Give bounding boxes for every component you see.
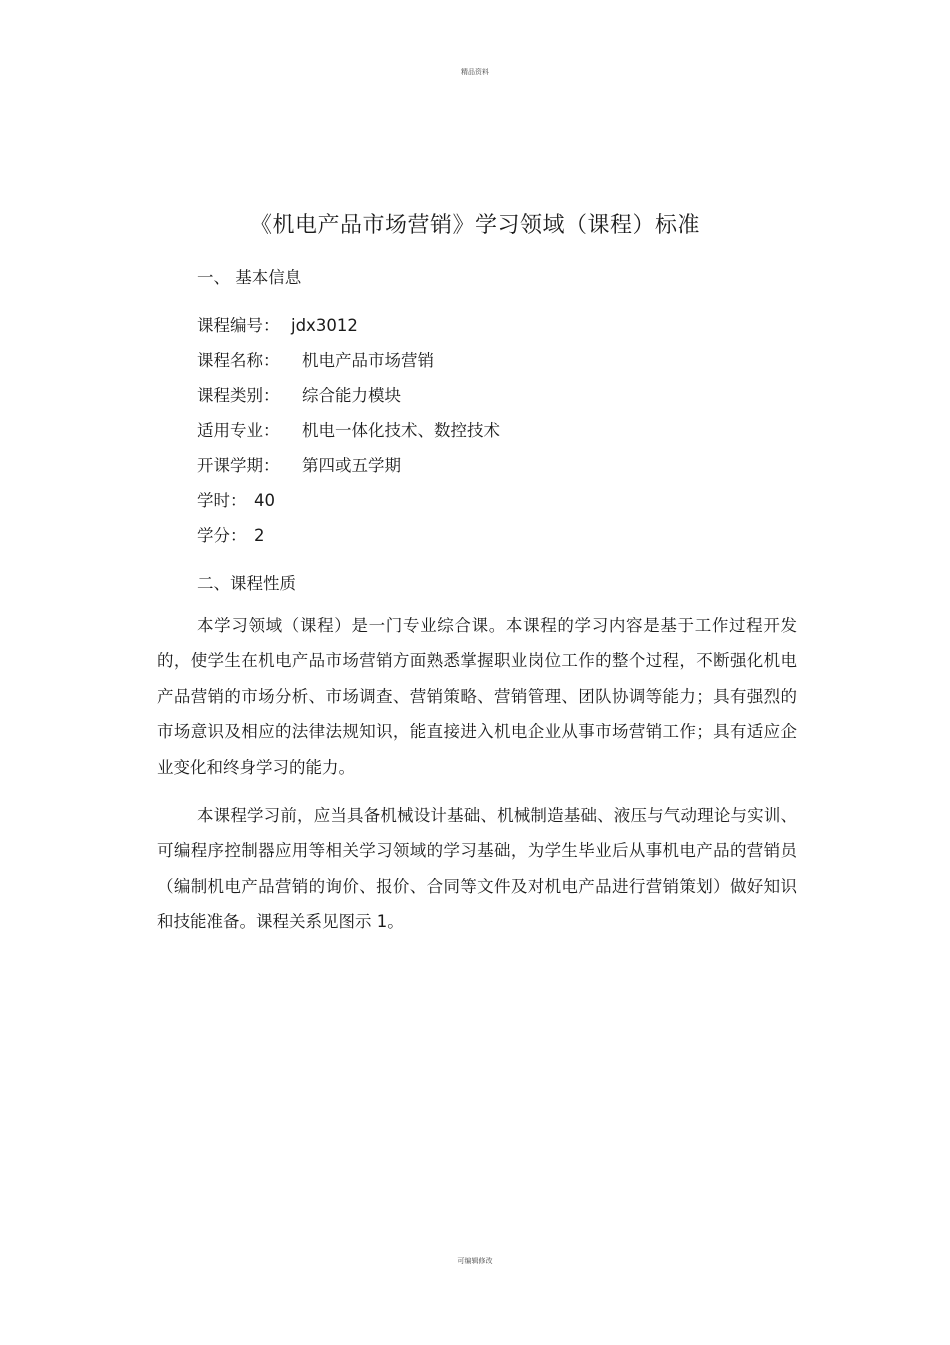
info-label: 开课学期： — [197, 456, 280, 475]
section-heading-course-nature: 二、课程性质 — [197, 574, 296, 593]
info-value: 第四或五学期 — [302, 456, 401, 475]
info-value: 机电产品市场营销 — [302, 351, 434, 370]
info-row-credits — [197, 522, 265, 546]
info-label: 适用专业： — [197, 421, 280, 440]
info-label: 学时： — [197, 491, 247, 510]
info-label: 课程类别： — [197, 386, 280, 405]
info-label: 课程名称： — [197, 351, 280, 370]
info-row-course-name — [197, 347, 434, 371]
info-value: 综合能力模块 — [302, 386, 401, 405]
info-label: 学分： — [197, 526, 247, 545]
info-row-semester — [197, 452, 401, 476]
course-nature-paragraph-2: 本课程学习前，应当具备机械设计基础、机械制造基础、液压与气动理论与实训、可编程序控制器应用等相关学习领域的学习基础，为学生毕业后从事机电产品的营销员（编制机电产品营销的询价、报价、合同等文件及对机电产品进行营销策划）做好知识和技能准备。课程关系见图示 1。 — [157, 806, 797, 932]
footer-watermark: 可编辑修改 — [457, 1257, 493, 1265]
info-label: 课程编号： — [197, 316, 280, 335]
info-row-applicable-major — [197, 417, 500, 441]
course-nature-paragraph-1: 本学习领域（课程）是一门专业综合课。本课程的学习内容是基于工作过程开发的，使学生在机电产品市场营销方面熟悉掌握职业岗位工作的整个过程，不断强化机电产品营销的市场分析、市场调查、营销策略、营销管理、团队协调等能力；具有强烈的市场意识及相应的法律法规知识，能直接进入机电企业从事市场营销工作；具有适应企业变化和终身学习的能力。 — [157, 616, 797, 777]
section-heading-basic-info: 一、 基本信息 — [197, 268, 302, 287]
info-row-course-category — [197, 382, 401, 406]
header-watermark: 精品资料 — [461, 68, 489, 76]
info-value: 2 — [254, 526, 265, 545]
info-value: 40 — [254, 491, 275, 510]
info-value: 机电一体化技术、数控技术 — [302, 421, 500, 440]
info-row-course-code — [197, 312, 358, 336]
info-row-hours — [197, 487, 275, 511]
info-value: jdx3012 — [291, 316, 358, 335]
document-title: 《机电产品市场营销》学习领域（课程）标准 — [249, 213, 700, 238]
